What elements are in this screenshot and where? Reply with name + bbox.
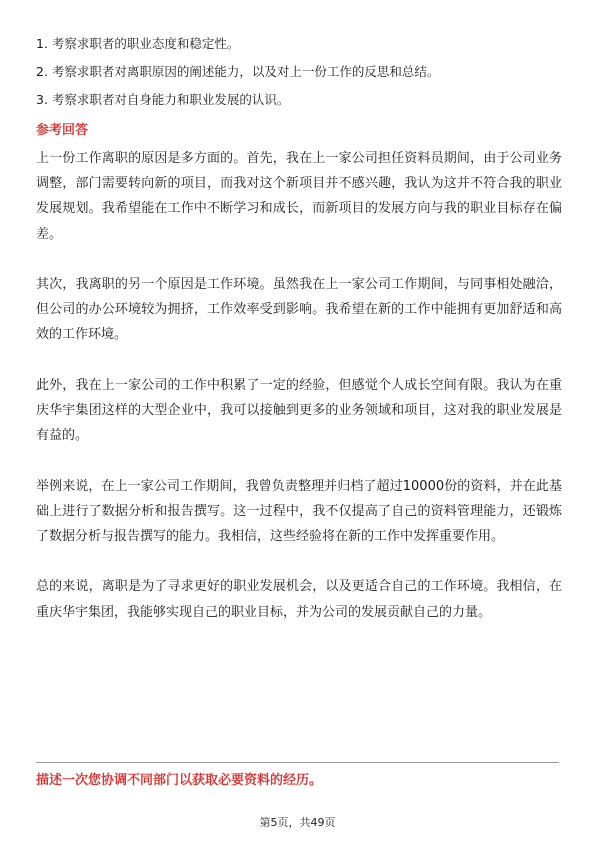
answer-body [36,146,562,650]
answer-paragraph: 举例来说，在上一家公司工作期间，我曾负责整理并归档了超过10000份的资料，并在此基础上进行了数据分析和报告撰写。这一过程中，我不仅提高了自己的资料管理能力，还锻炼了数据分析与报告撰写的能力。我相信，这些经验将在新的工作中发挥重要作用。 [36,478,562,544]
list-item: 3. 考察求职者对自身能力和职业发展的认识。 [36,92,290,107]
answer-heading: 参考回答 [36,123,89,138]
list-item: 2. 考察求职者对离职原因的阐述能力，以及对上一份工作的反思和总结。 [36,64,440,79]
next-question: 描述一次您协调不同部门以获取必要资料的经历。 [36,773,323,788]
page-number: 第5页，共49页 [259,816,336,829]
section-divider [36,762,559,763]
answer-paragraph: 上一份工作离职的原因是多方面的。首先，我在上一家公司担任资料员期间，由于公司业务调整，部门需要转向新的项目，而我对这个新项目并不感兴趣，我认为这并不符合我的职业发展规划。我希望能在工作中不断学习和成长，而新项目的发展方向与我的职业目标存在偏差。 [36,151,562,242]
list-item: 1. 考察求职者的职业态度和稳定性。 [36,36,240,51]
answer-paragraph: 总的来说，离职是为了寻求更好的职业发展机会，以及更适合自己的工作环境。我相信，在重庆华宇集团，我能够实现自己的职业目标，并为公司的发展贡献自己的力量。 [36,579,562,620]
answer-paragraph: 此外，我在上一家公司的工作中积累了一定的经验，但感觉个人成长空间有限。我认为在重庆华宇集团这样的大型企业中，我可以接触到更多的业务领域和项目，这对我的职业发展是有益的。 [36,377,562,444]
evaluation-points-list [36,30,561,114]
answer-paragraph: 其次，我离职的另一个原因是工作环境。虽然我在上一家公司工作期间，与同事相处融洽，但公司的办公环境较为拥挤，工作效率受到影响。我希望在新的工作中能拥有更加舒适和高效的工作环境。 [36,277,562,343]
